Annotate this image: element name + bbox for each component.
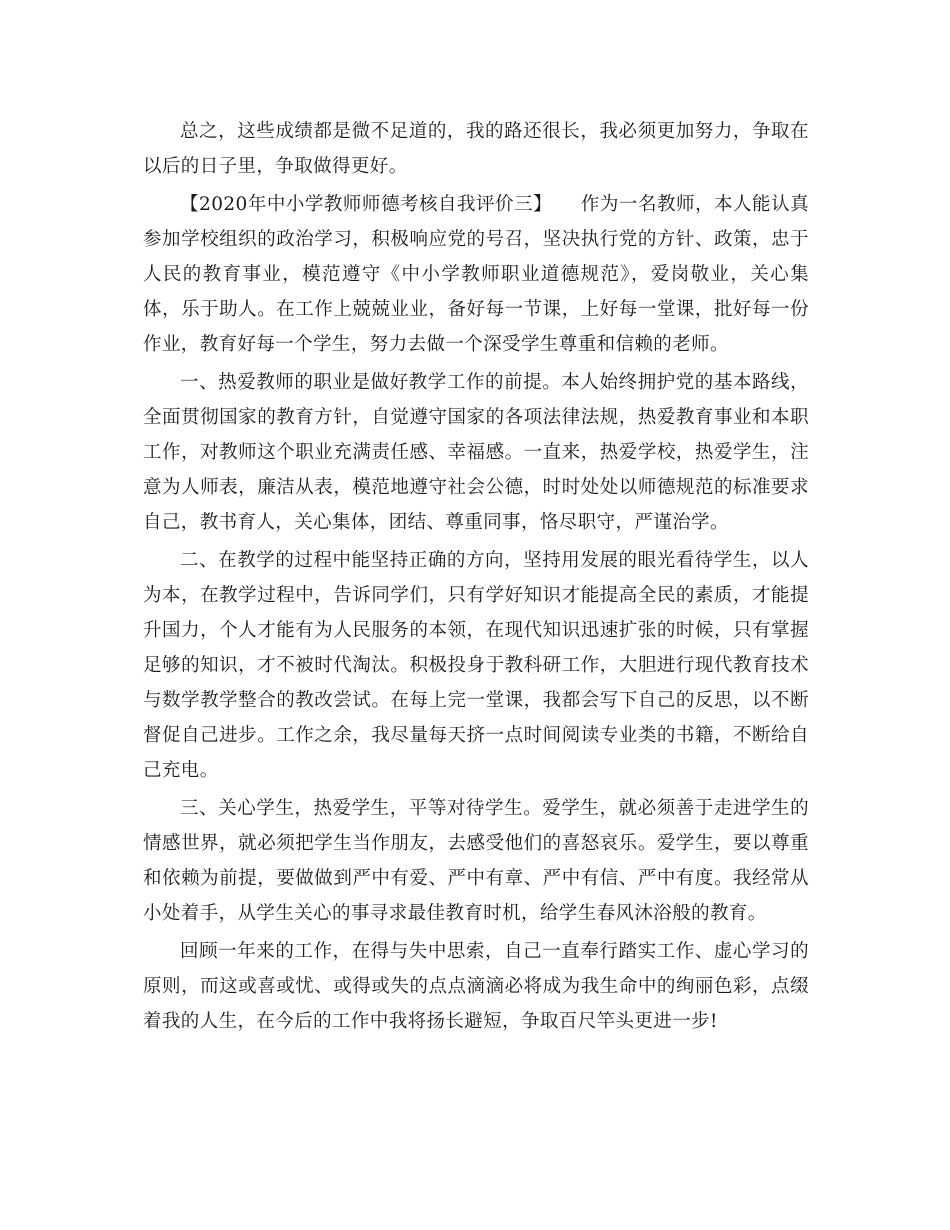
paragraph-evaluation-three-intro: 【2020年中小学教师师德考核自我评价三】 作为一名教师，本人能认真参加学校组织的政治学习，积极响应党的号召，坚决执行党的方针、政策，忠于人民的教育事业，模范遵守《中小学教师职业道德规范》，爱岗敬业，关心集体，乐于助人。在工作上兢兢业业，备好每一节课，上好每一堂课，批好每一份作业，教育好每一个学生，努力去做一个深受学生尊重和信赖的老师。 [143,194,809,355]
paragraph-point-two: 二、在教学的过程中能坚持正确的方向，坚持用发展的眼光看待学生，以人为本，在教学过程中，告诉同学们，只有学好知识才能提高全民的素质，才能提升国力，个人才能有为人民服务的本领，在现代知识迅速扩张的时候，只有掌握足够的知识，才不被时代淘汰。积极投身于教科研工作，大胆进行现代教育技术与数学教学整合的教改尝试。在每上完一堂课，我都会写下自己的反思，以不断督促自己进步。工作之余，我尽量每天挤一点时间阅读专业类的书籍，不断给自己充电。 [143,550,809,781]
paragraph-review: 回顾一年来的工作，在得与失中思索，自己一直奉行踏实工作、虚心学习的原则，而这或喜或忧、或得或失的点点滴滴必将成为我生命中的绚丽色彩，点缀着我的人生，在今后的工作中我将扬长避短，争取百尺竿头更进一步! [143,941,809,1032]
paragraph-conclusion: 总之，这些成绩都是微不足道的，我的路还很长，我必须更加努力，争取在以后的日子里，争取做得更好。 [143,121,809,177]
paragraph-point-three: 三、关心学生，热爱学生，平等对待学生。爱学生，就必须善于走进学生的情感世界，就必须把学生当作朋友，去感受他们的喜怒哀乐。爱学生，要以尊重和依赖为前提，要做做到严中有爱、严中有章、严中有信、严中有度。我经常从小处着手，从学生关心的事寻求最佳教育时机，给学生春风沐浴般的教育。 [143,798,809,924]
paragraph-point-one: 一、热爱教师的职业是做好教学工作的前提。本人始终拥护党的基本路线，全面贯彻国家的教育方针，自觉遵守国家的各项法律法规，热爱教育事业和本职工作，对教师这个职业充满责任感、幸福感。一直来，热爱学校，热爱学生，注意为人师表，廉洁从表，模范地遵守社会公德，时时处处以师德规范的标准要求自己，教书育人，关心集体，团结、尊重同事，恪尽职守，严谨治学。 [143,372,809,533]
document-body [143,114,809,1039]
